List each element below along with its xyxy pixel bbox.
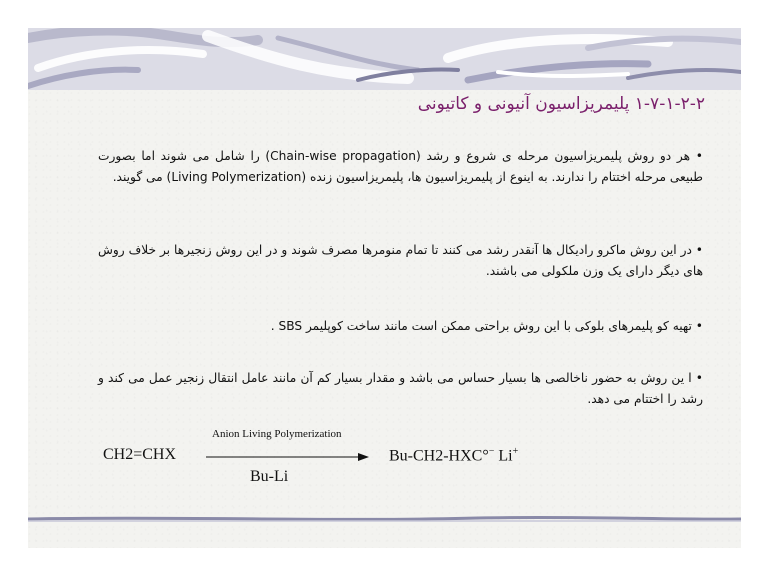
bottom-divider [28,514,741,524]
reaction-arrow-icon [206,452,371,462]
counter-ion-charge: + [512,446,519,457]
product-formula: Bu-CH2-HXC° [389,447,489,465]
arrow-label: Anion Living Polymerization [212,428,342,440]
paragraph-block-copolymers: • تهیه کو پلیمرهای بلوکی با این روش براحتی ممکن است مانند ساخت کوپلیمر SBS . [270,319,703,333]
paragraph-impurity-sensitivity: • ا ین روش به حضور ناخالصی ها بسیار حساس می باشد و مقدار بسیار کم آن مانند عامل انتقال زنجیر عمل می کند و رشد را اختتام می دهد. [98,371,703,406]
slide-title: ۱-۷-۱-۲-۲ پلیمریزاسیون آنیونی و کاتیونی [417,94,705,114]
counter-ion: Li [498,447,513,465]
slide [28,28,741,548]
reaction-scheme [28,428,741,498]
decorative-banner [28,28,741,90]
paragraph-macro-radicals: • در این روش ماکرو رادیکال ها آنقدر رشد می کنند تا تمام منومرها مصرف شوند و در این روش زنجیرها بر خلاف روش های دیگر دارای یک وزن ملکولی می باشند. [98,243,703,278]
paragraph-living-polymerization: • هر دو روش پلیمریزاسیون مرحله ی شروع و رشد (Chain-wise propagation) را شامل می شوند اما بصورت طبیعی مرحله اختتام را ندارند. به اینوع از پلیمریزاسیون ها، پلیمریزاسیون زنده (Living Polymerization) می گویند. [98,149,703,184]
reactant: CH2=CHX [103,446,177,463]
reagent: Bu-Li [250,468,289,485]
product [389,446,518,465]
product-charge: − [488,446,495,457]
